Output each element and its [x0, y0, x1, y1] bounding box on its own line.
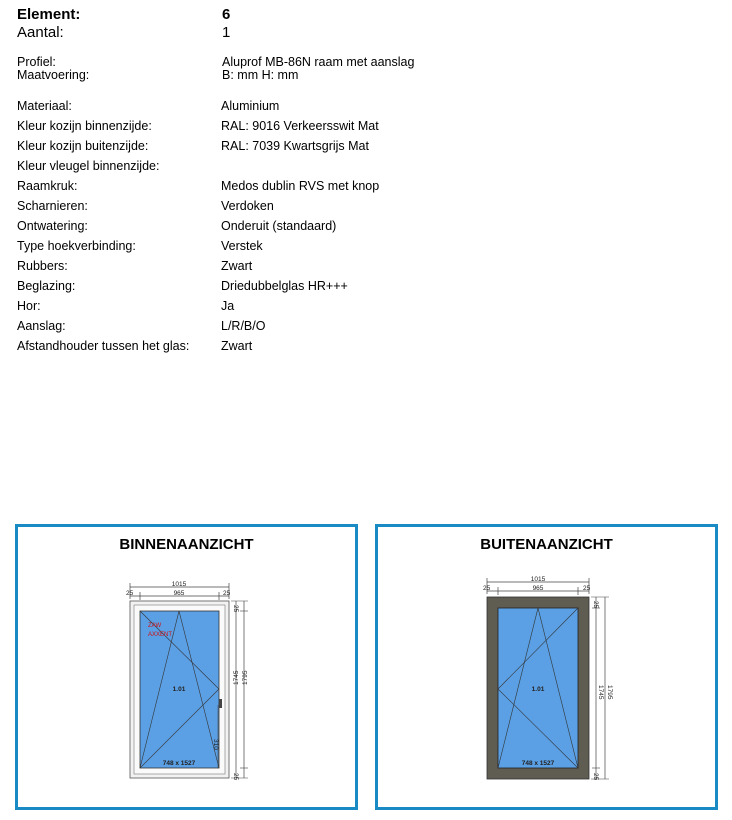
spec-label: Type hoekverbinding: — [17, 239, 136, 253]
maatvoering-label: Maatvoering: — [17, 68, 90, 82]
spec-label: Kleur vleugel binnenzijde: — [17, 159, 160, 173]
dim-inner-width: 965 — [173, 590, 185, 597]
spec-row — [17, 139, 517, 159]
spec-value: Zwart — [221, 259, 253, 273]
dim-inner-height: 1745 — [597, 685, 604, 700]
spec-label: Hor: — [17, 299, 41, 313]
spec-value: RAL: 7039 Kwartsgrijs Mat — [221, 139, 369, 153]
dim-total-height: 1795 — [242, 670, 249, 685]
spec-row — [17, 119, 517, 139]
maatvoering-value: B: mm H: mm — [222, 68, 299, 82]
dim-frame-top: 25 — [232, 605, 239, 613]
spec-label: Raamkruk: — [17, 179, 78, 193]
spec-row — [17, 219, 517, 239]
spec-label: Materiaal: — [17, 99, 72, 113]
dim-total-width: 1015 — [171, 581, 187, 588]
spec-label: Ontwatering: — [17, 219, 88, 233]
glass-size-label: 748 x 1527 — [162, 760, 196, 767]
spec-value: Verdoken — [221, 199, 274, 213]
spec-label: Kleur kozijn binnenzijde: — [17, 119, 152, 133]
aantal-label: Aantal: — [17, 24, 64, 41]
element-value: 6 — [222, 6, 231, 23]
spec-value: Zwart — [221, 339, 253, 353]
dim-handle-height: 310 — [212, 739, 219, 750]
spec-row — [17, 339, 517, 359]
aantal-value: 1 — [222, 24, 231, 41]
dim-frame-right: 25 — [583, 585, 591, 592]
outside-view-panel — [375, 524, 718, 810]
outside-view-title: BUITENAANZICHT — [480, 536, 613, 553]
spec-value: RAL: 9016 Verkeersswit Mat — [221, 119, 379, 133]
dim-frame-bottom: 25 — [592, 773, 599, 781]
spec-value: L/R/B/O — [221, 319, 266, 333]
dim-inner-width: 965 — [532, 585, 544, 592]
spec-row — [17, 239, 517, 259]
spec-row — [17, 179, 517, 199]
dim-frame-bottom: 25 — [232, 773, 239, 781]
spec-value: Driedubbelglas HR+++ — [221, 279, 348, 293]
dim-frame-right: 25 — [223, 590, 231, 597]
element-label: Element: — [17, 6, 81, 23]
spec-label: Kleur kozijn buitenzijde: — [17, 139, 149, 153]
inside-window-drawing — [18, 527, 355, 807]
inside-view-panel — [15, 524, 358, 810]
dim-inner-height: 1745 — [233, 670, 240, 685]
note-line1: ZAW — [148, 623, 162, 629]
spec-value: Onderuit (standaard) — [221, 219, 337, 233]
dim-total-width: 1015 — [530, 576, 546, 583]
spec-list — [17, 99, 517, 359]
spec-value: Ja — [221, 299, 235, 313]
spec-label: Rubbers: — [17, 259, 68, 273]
spec-label: Aanslag: — [17, 319, 66, 333]
outside-window-drawing — [378, 527, 715, 807]
spec-row — [17, 279, 517, 299]
dim-frame-left: 25 — [483, 585, 491, 592]
glass-size-label: 748 x 1527 — [521, 760, 555, 767]
profiel-label: Profiel: — [17, 55, 56, 69]
spec-label: Beglazing: — [17, 279, 76, 293]
handle-icon — [219, 699, 222, 708]
note-line2: AXXENT — [148, 632, 173, 638]
spec-value: Aluminium — [221, 99, 280, 113]
spec-row — [17, 199, 517, 219]
spec-row — [17, 259, 517, 279]
spec-row — [17, 99, 517, 119]
sash-label: 1.01 — [531, 686, 545, 693]
dim-total-height: 1795 — [606, 685, 613, 700]
profiel-value: Aluprof MB-86N raam met aanslag — [222, 55, 415, 69]
spec-label: Scharnieren: — [17, 199, 88, 213]
spec-value: Verstek — [221, 239, 263, 253]
spec-row — [17, 299, 517, 319]
spec-row — [17, 159, 517, 179]
inside-view-title: BINNENAANZICHT — [119, 536, 254, 553]
sash-label: 1.01 — [172, 686, 186, 693]
spec-row — [17, 319, 517, 339]
dim-frame-top: 25 — [592, 601, 599, 609]
spec-label: Afstandhouder tussen het glas: — [17, 339, 190, 353]
spec-value: Medos dublin RVS met knop — [221, 179, 380, 193]
dim-frame-left: 25 — [126, 590, 134, 597]
